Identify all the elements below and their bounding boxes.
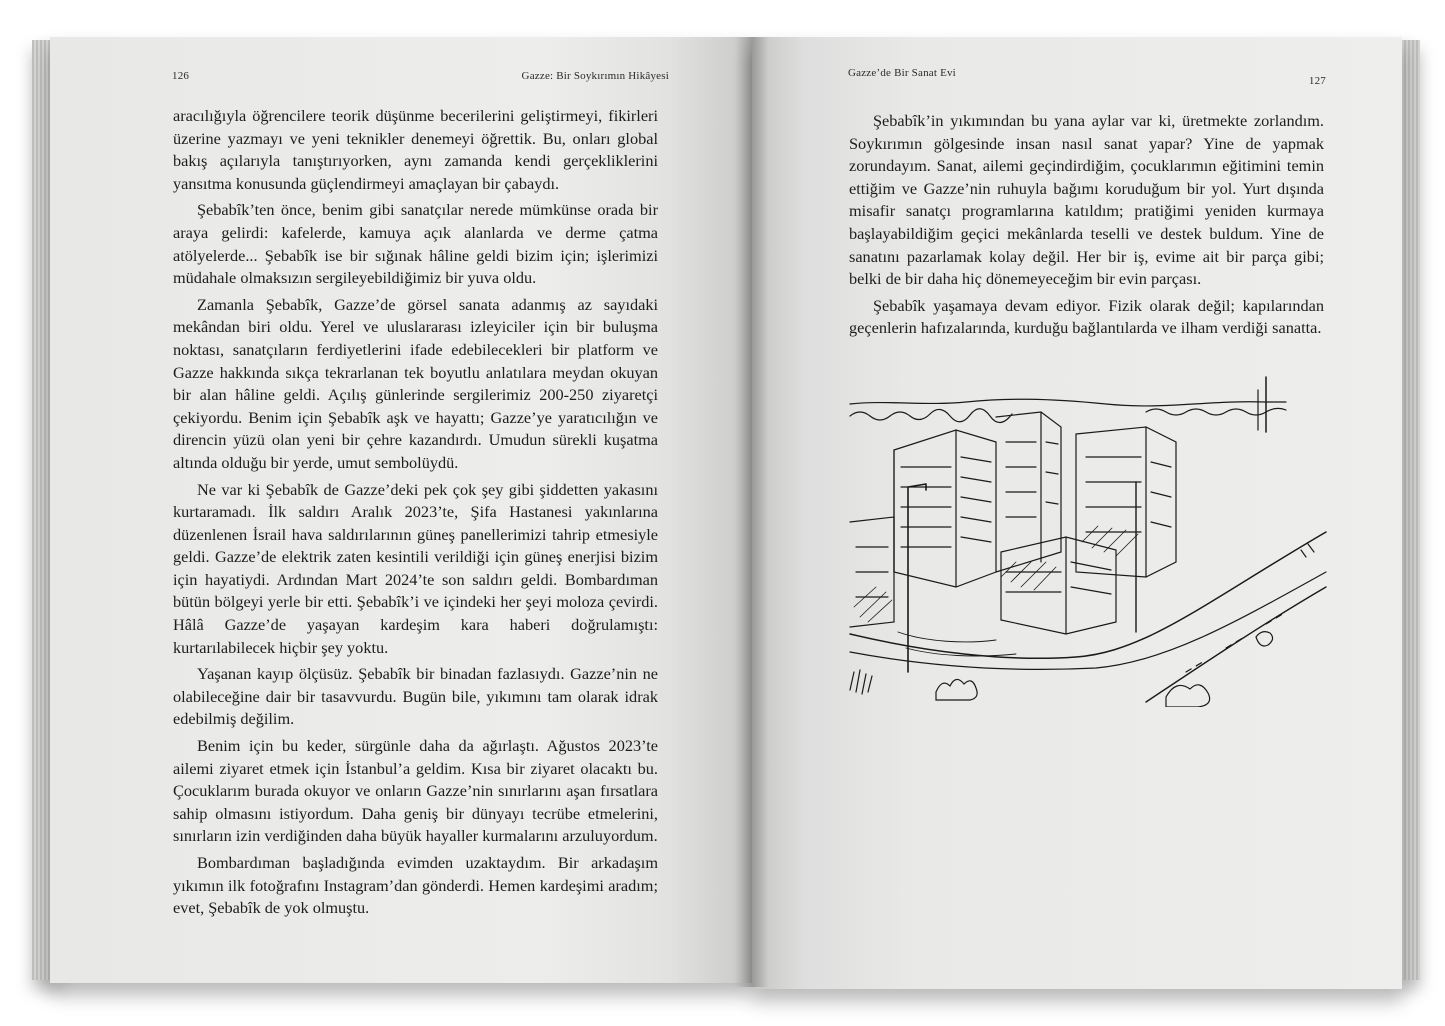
paragraph: Benim için bu keder, sürgünle daha da ağırlaştı. Ağustos 2023’te ailemi ziyaret etmek için İstanbul’a geldim. Kısa bir ziyaret olacaktı bu. Çocuklarım burada okuyor ve onların Gazze’nin sınırlarını aşan fırsatlara sahip olmasını istiyordum. Daha geniş bir dünyayı tecrübe etmelerini, sınırların izin verdiğinden daha büyük hayaller kurmalarını arzuluyordum.	[173, 736, 658, 846]
paragraph: Yaşanan kayıp ölçüsüz. Şebabîk bir binadan fazlasıydı. Gazze’nin ne olabileceğine dair bir tasavvurdu. Bugün bile, yıkımını tam olarak idrak edebilmiş değilim.	[173, 664, 658, 729]
right-running-head: Gazze’de Bir Sanat Evi	[848, 67, 956, 79]
sketch-illustration	[846, 372, 1331, 707]
paragraph: Şebabîk yaşamaya devam ediyor. Fizik olarak değil; kapılarından geçenlerin hafızalarında, kurduğu bağlantılarda ve ilham verdiği sanatta.	[849, 295, 1324, 338]
book-gutter	[735, 37, 769, 987]
right-page-number: 127	[1308, 75, 1326, 87]
left-page-number: 126	[172, 70, 190, 82]
paragraph: Zamanla Şebabîk, Gazze’de görsel sanata adanmış az sayıdaki mekândan biri oldu. Yerel ve uluslararası izleyiciler için bir buluşma noktası, sanatçıların ferdiyetlerini ifade edebilecekleri bir platform ve Gazze hakkında sıkça tekrarlanan tek boyutlu anlatılara meydan okuyan bir alan hâline geldi. Açılış günlerinde sergilerimiz 200-250 ziyaretçi çekiyordu. Benim için Şebabîk aşk ve hayattı; Gazze’ye yaratıcılığın ve direncin yüzü olan yeni bir çehre kazandırdı. Umudun sürekli kuşatma altında olduğu bir yerde, umut sembolüydü.	[173, 294, 658, 472]
paragraph: Bombardıman başladığında evimden uzaktaydım. Bir arkadaşım yıkımın ilk fotoğrafını Instagram’dan gönderdi. Hemen kardeşimi aradım; evet, Şebabîk de yok olmuştu.	[173, 853, 658, 918]
paragraph: Şebabîk’ten önce, benim gibi sanatçılar nerede mümkünse orada bir araya gelirdi: kafelerde, kamuya açık alanlarda ve derme çatma atölyelerde... Şebabîk ise bir sığınak hâline geldi bizim için; işlerimizi müdahale olmaksızın sergileyebildiğimiz bir yuva oldu.	[173, 200, 658, 288]
left-page-body	[173, 105, 658, 924]
paragraph: Ne var ki Şebabîk de Gazze’deki pek çok şey gibi şiddetten yakasını kurtaramadı. İlk saldırı Aralık 2023’te, Şifa Hastanesi yakınlarına düzenlenen İsrail hava saldırılarının güneş panellerimizi tahrip etmesiyle geldi. Gazze’de elektrik zaten kesintili verildiği için güneş enerjisi bizim için hayatiydi. Ardından Mart 2024’te son saldırı geldi. Bombardıman bütün bölgeyi yerle bir etti. Şebabîk’i ve içindeki her şeyi moloza çevirdi. Hâlâ Gazze’de yaşayan kardeşim kara haberi doğrulamıştı: kurtarılabilecek hiçbir şey yoktu.	[173, 479, 658, 657]
right-page-body	[849, 110, 1324, 344]
paragraph: aracılığıyla öğrencilere teorik düşünme becerilerini geliştirmeyi, fikirleri üzerine yazmayı ve yeni teknikler denemeyi öğrettik. Bu, onları global bakış açılarıyla tanıştırıyorken, aynı zamanda kendi gerçekliklerini yansıtma konusunda güçlendirmeyi amaçlayan bir çabaydı.	[173, 106, 658, 193]
paragraph: Şebabîk’in yıkımından bu yana aylar var ki, üretmekte zorlandım. Soykırımın gölgesinde insan nasıl sanat yapar? Yine de yapmak zorundayım. Sanat, ailemi geçindirdiğim, çocuklarımın eğitimini temin ettiğim ve Gazze’nin ruhuyla bağımı koruduğum bir yol. Yurt dışında misafir sanatçı programlarına katıldım; pratiğimi yeniden kurmaya başlayabildiğim geçici mekânlarda teselli ve destek buldum. Yine de sanatını pazarlamak kolay değil. Her bir iş, evime ait bir parça gibi; belki de bir daha hiç dönemeyeceğim bir evin parçası.	[849, 111, 1324, 289]
left-running-head: Gazze: Bir Soykırımın Hikâyesi	[521, 70, 669, 82]
